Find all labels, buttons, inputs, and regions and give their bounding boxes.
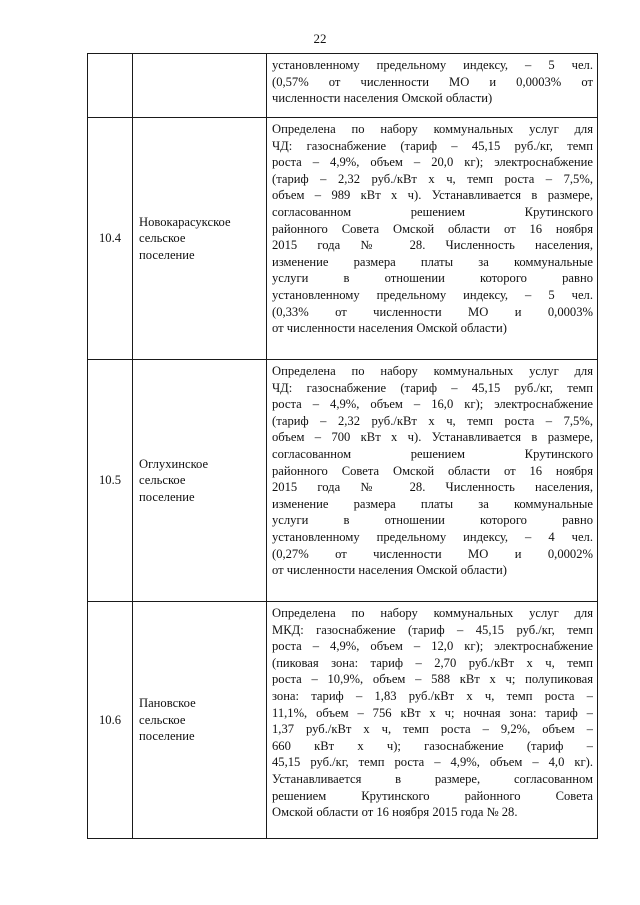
description-line: Определена по набору коммунальных услуг для [272,364,593,378]
settlement-name-line: поселение [139,729,195,744]
description-line: установленному предельному индексу, – 5 чел. [272,58,593,72]
description-cell [267,602,598,839]
page-number: 22 [313,31,327,46]
settlement-name-line: сельское [139,231,186,246]
description-line: установленному предельному индексу, – 5 чел. [272,287,593,302]
description-line: районного Совета Омской области от 16 ноября [272,463,593,478]
description-line: объем – 700 кВт х ч). Устанавливается в размере, [272,430,593,445]
table-body [88,54,598,839]
description-line: 2015 года № 28. Численность населения, [272,238,593,253]
description-line: установленному предельному индексу, – 4 чел. [272,529,593,544]
description-line: согласованном решением Крутинского [272,446,593,461]
description-line: объем – 989 кВт х ч). Устанавливается в размере, [272,188,593,203]
description-line: услуги в отношении которого равно [272,513,593,528]
description-line: изменение размера платы за коммунальные [272,496,593,511]
settlement-name-line: поселение [139,489,195,504]
row-number: 10.6 [98,712,122,727]
description-line: ЧД: газоснабжение (тариф – 45,15 руб./кг, темп [272,138,593,153]
settlement-name-line: Пановское [139,696,196,711]
description-line: зона: тариф – 1,83 руб./кВт х ч, темп роста – [272,688,593,703]
description-cell [267,54,598,118]
settlement-name-cell [133,360,267,602]
table-row [88,360,598,602]
description-line: услуги в отношении которого равно [272,271,593,286]
settlement-name-line: Оглухинское [139,456,209,471]
description-line: ЧД: газоснабжение (тариф – 45,15 руб./кг, темп [272,380,593,395]
description-line: (0,27% от численности МО и 0,0002% [272,546,593,561]
settlement-name-line: сельское [139,473,186,488]
settlement-name-line: Новокарасукское [139,214,231,229]
description-line: от численности населения Омской области) [272,321,507,336]
description-line: (0,57% от численности МО и 0,0003% от [272,74,593,89]
description-line: Устанавливается в размере, согласованном [272,771,593,786]
description-line: (тариф – 2,32 руб./кВт х ч, темп роста – 7,5%, [272,171,593,186]
description-line: МКД: газоснабжение (тариф – 45,15 руб./кг, темп [272,622,593,637]
description-line: (пиковая зона: тариф – 2,70 руб./кВт х ч, темп [272,655,593,670]
description-line: 660 кВт х ч); газоснабжение (тариф – [272,738,593,753]
description-line: 2015 года № 28. Численность населения, [272,480,593,495]
description-line: роста – 10,9%, объем – 588 кВт х ч; полупиковая [272,672,593,687]
description-line: (0,33% от численности МО и 0,0003% [272,304,593,319]
description-line: Омской области от 16 ноября 2015 года № 28. [272,805,518,820]
settlement-name-cell [133,54,267,118]
description-line: согласованном решением Крутинского [272,204,593,219]
table-row [88,54,598,118]
settlement-name-cell [133,118,267,360]
description-line: 1,37 руб./кВт х ч, темп роста – 9,2%, объем – [272,722,593,737]
description-cell [267,118,598,360]
description-line: роста – 4,9%, объем – 16,0 кг); электроснабжение [272,397,593,412]
description-line: Определена по набору коммунальных услуг для [272,122,593,136]
settlement-name-line: сельское [139,712,186,727]
row-number-cell [88,360,133,602]
description-line: 45,15 руб./кг, темп роста – 4,9%, объем – 4,0 кг). [272,755,593,770]
description-line: Определена по набору коммунальных услуг для [272,606,593,620]
description-line: решением Крутинского районного Совета [272,788,593,803]
description-line: районного Совета Омской области от 16 ноября [272,221,593,236]
description-line: от численности населения Омской области) [272,563,507,578]
description-line: 11,1%, объем – 756 кВт х ч; ночная зона: тариф – [272,705,593,720]
description-line: (тариф – 2,32 руб./кВт х ч, темп роста – 7,5%, [272,413,593,428]
row-number: 10.4 [98,231,122,246]
description-line: роста – 4,9%, объем – 20,0 кг); электроснабжение [272,155,593,170]
description-line: изменение размера платы за коммунальные [272,254,593,269]
description-line: роста – 4,9%, объем – 12,0 кг); электроснабжение [272,639,593,654]
description-line: численности населения Омской области) [272,91,493,106]
settlement-name-line: поселение [139,247,195,262]
row-number-cell [88,54,133,118]
settlement-name-cell [133,602,267,839]
description-cell [267,360,598,602]
row-number-cell [88,118,133,360]
table-row [88,118,598,360]
row-number: 10.5 [98,473,122,488]
table-row [88,602,598,839]
row-number-cell [88,602,133,839]
settlements-table [87,53,598,839]
